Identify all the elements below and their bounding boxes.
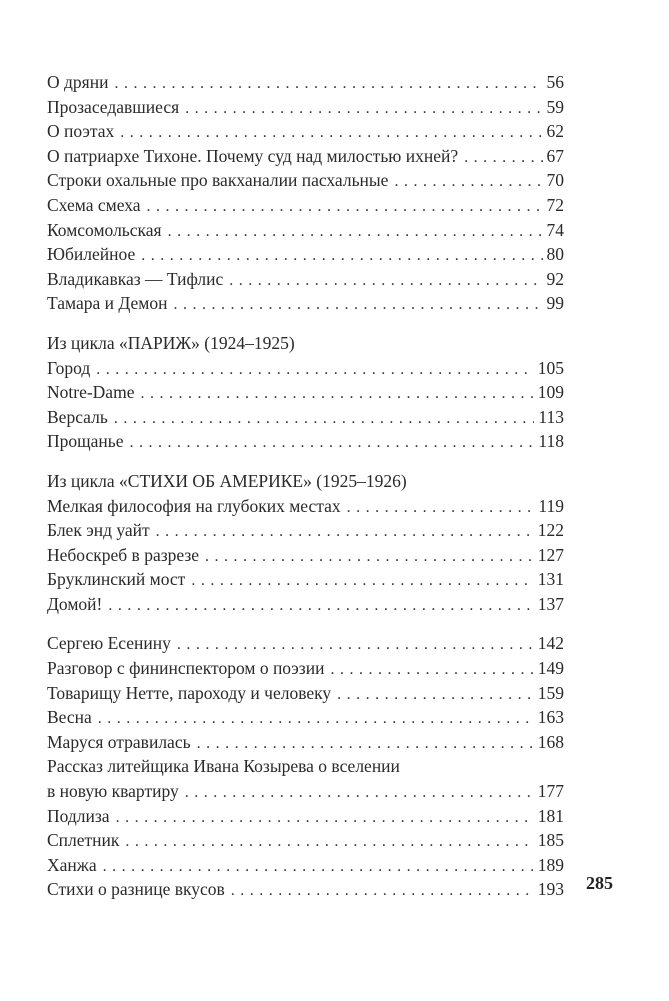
entry-title: Юбилейное bbox=[47, 244, 136, 265]
dot-leader bbox=[130, 431, 535, 456]
entry-page-number: 177 bbox=[537, 781, 564, 802]
toc-entry bbox=[47, 877, 564, 902]
entry-page-number: 80 bbox=[546, 244, 564, 265]
dot-leader bbox=[177, 633, 534, 658]
toc-section bbox=[47, 631, 564, 902]
dot-leader bbox=[103, 855, 534, 880]
entry-page-number: 181 bbox=[537, 805, 564, 826]
toc-entry bbox=[47, 356, 564, 381]
toc-entry bbox=[47, 705, 564, 730]
entry-title: Владикавказ — Тифлис bbox=[47, 268, 224, 289]
entry-title: Разговор с фининспектором о поэзии bbox=[47, 658, 325, 679]
entry-page-number: 72 bbox=[546, 194, 564, 215]
entry-page-number: 131 bbox=[537, 569, 564, 590]
toc-section bbox=[47, 331, 564, 454]
dot-leader bbox=[205, 545, 534, 570]
section-heading: Из цикла «ПАРИЖ» (1924–1925) bbox=[47, 332, 295, 353]
entry-page-number: 113 bbox=[538, 406, 564, 427]
dot-leader bbox=[114, 72, 542, 97]
toc-entry bbox=[47, 218, 564, 243]
toc-entry bbox=[47, 779, 564, 804]
entry-title: Блек энд уайт bbox=[47, 520, 150, 541]
dot-leader bbox=[125, 830, 533, 855]
entry-title: в новую квартиру bbox=[47, 781, 179, 802]
entry-page-number: 105 bbox=[537, 357, 564, 378]
dot-leader bbox=[98, 707, 534, 732]
dot-leader bbox=[330, 658, 533, 683]
entry-title: Маруся отравилась bbox=[47, 731, 191, 752]
entry-page-number: 127 bbox=[537, 544, 564, 565]
dot-leader bbox=[185, 97, 542, 122]
toc-entry bbox=[47, 144, 564, 169]
entry-title: Сплетник bbox=[47, 830, 120, 851]
dot-leader bbox=[229, 269, 542, 294]
toc-entry bbox=[47, 242, 564, 267]
entry-title: Ханжа bbox=[47, 854, 97, 875]
entry-page-number: 59 bbox=[546, 96, 564, 117]
toc-entry bbox=[47, 656, 564, 681]
toc-section bbox=[47, 469, 564, 617]
toc-entry bbox=[47, 853, 564, 878]
entry-title: Прощанье bbox=[47, 431, 124, 452]
entry-page-number: 149 bbox=[537, 658, 564, 679]
toc-entry bbox=[47, 730, 564, 755]
entry-title: Город bbox=[47, 357, 91, 378]
entry-page-number: 189 bbox=[537, 854, 564, 875]
entry-title: Небоскреб в разрезе bbox=[47, 544, 200, 565]
dot-leader bbox=[140, 382, 533, 407]
toc-entry bbox=[47, 267, 564, 292]
entry-page-number: 122 bbox=[537, 520, 564, 541]
dot-leader bbox=[168, 220, 543, 245]
dot-leader bbox=[231, 879, 534, 904]
entry-page-number: 119 bbox=[538, 495, 564, 516]
entry-title: О дряни bbox=[47, 72, 109, 92]
toc-entry bbox=[47, 380, 564, 405]
entry-title: Мелкая философия на глубоких местах bbox=[47, 495, 341, 516]
toc-entry bbox=[47, 804, 564, 829]
entry-title: Домой! bbox=[47, 593, 103, 614]
entry-title: О патриархе Тихоне. Почему суд над милостью ихней? bbox=[47, 145, 459, 166]
toc-section bbox=[47, 70, 564, 316]
toc-entry bbox=[47, 828, 564, 853]
toc-entry bbox=[47, 405, 564, 430]
entry-title: Подлиза bbox=[47, 805, 110, 826]
section-heading: Из цикла «СТИХИ ОБ АМЕРИКЕ» (1925–1926) bbox=[47, 470, 407, 491]
entry-page-number: 92 bbox=[546, 268, 564, 289]
dot-leader bbox=[156, 520, 534, 545]
entry-page-number: 62 bbox=[546, 121, 564, 142]
toc-entry bbox=[47, 70, 564, 95]
toc-entry bbox=[47, 429, 564, 454]
toc-entry bbox=[47, 494, 564, 519]
entry-page-number: 185 bbox=[537, 830, 564, 851]
entry-page-number: 56 bbox=[546, 72, 564, 92]
dot-leader bbox=[185, 781, 534, 806]
entry-title: Тамара и Демон bbox=[47, 293, 168, 314]
entry-page-number: 142 bbox=[537, 633, 564, 654]
dot-leader bbox=[464, 146, 542, 171]
entry-title: Notre-Dame bbox=[47, 382, 135, 403]
entry-page-number: 168 bbox=[537, 731, 564, 752]
entry-page-number: 118 bbox=[538, 431, 564, 452]
toc-entry bbox=[47, 95, 564, 120]
entry-page-number: 163 bbox=[537, 707, 564, 728]
toc-entry bbox=[47, 681, 564, 706]
dot-leader bbox=[394, 170, 542, 195]
toc-entry bbox=[47, 518, 564, 543]
toc-entry bbox=[47, 291, 564, 316]
dot-leader bbox=[114, 407, 535, 432]
entry-title: Комсомольская bbox=[47, 219, 162, 240]
dot-leader bbox=[147, 195, 543, 220]
entry-page-number: 137 bbox=[537, 593, 564, 614]
entry-title: Бруклинский мост bbox=[47, 569, 186, 590]
toc-entry bbox=[47, 543, 564, 568]
entry-title: Сергею Есенину bbox=[47, 633, 171, 654]
toc-entry bbox=[47, 193, 564, 218]
dot-leader bbox=[191, 569, 533, 594]
dot-leader bbox=[96, 358, 534, 383]
entry-title: Версаль bbox=[47, 406, 108, 427]
entry-title: Прозаседавшиеся bbox=[47, 96, 180, 117]
dot-leader bbox=[337, 683, 534, 708]
toc-entry bbox=[47, 631, 564, 656]
dot-leader bbox=[120, 121, 542, 146]
entry-title: О поэтах bbox=[47, 121, 115, 142]
toc-entry bbox=[47, 168, 564, 193]
entry-title: Весна bbox=[47, 707, 92, 728]
toc-entry bbox=[47, 119, 564, 144]
entry-title: Стихи о разнице вкусов bbox=[47, 879, 225, 900]
toc-entry bbox=[47, 592, 564, 617]
entry-page-number: 74 bbox=[546, 219, 564, 240]
toc-entry bbox=[47, 567, 564, 592]
dot-leader bbox=[116, 806, 534, 831]
dot-leader bbox=[347, 496, 535, 521]
dot-leader bbox=[141, 244, 542, 269]
entry-page-number: 70 bbox=[546, 170, 564, 191]
entry-page-number: 109 bbox=[537, 382, 564, 403]
page-number: 285 bbox=[586, 873, 613, 893]
entry-page-number: 159 bbox=[537, 682, 564, 703]
dot-leader bbox=[173, 293, 542, 318]
table-of-contents bbox=[47, 70, 564, 902]
toc-entry-title-line: Рассказ литейщика Ивана Козырева о вселении bbox=[47, 756, 400, 777]
entry-page-number: 193 bbox=[537, 879, 564, 900]
dot-leader bbox=[108, 594, 533, 619]
dot-leader bbox=[197, 732, 534, 757]
entry-title: Схема смеха bbox=[47, 194, 141, 215]
entry-title: Товарищу Нетте, пароходу и человеку bbox=[47, 682, 332, 703]
entry-page-number: 67 bbox=[546, 145, 564, 166]
entry-page-number: 99 bbox=[546, 293, 564, 314]
entry-title: Строки охальные про вакханалии пасхальные bbox=[47, 170, 389, 191]
